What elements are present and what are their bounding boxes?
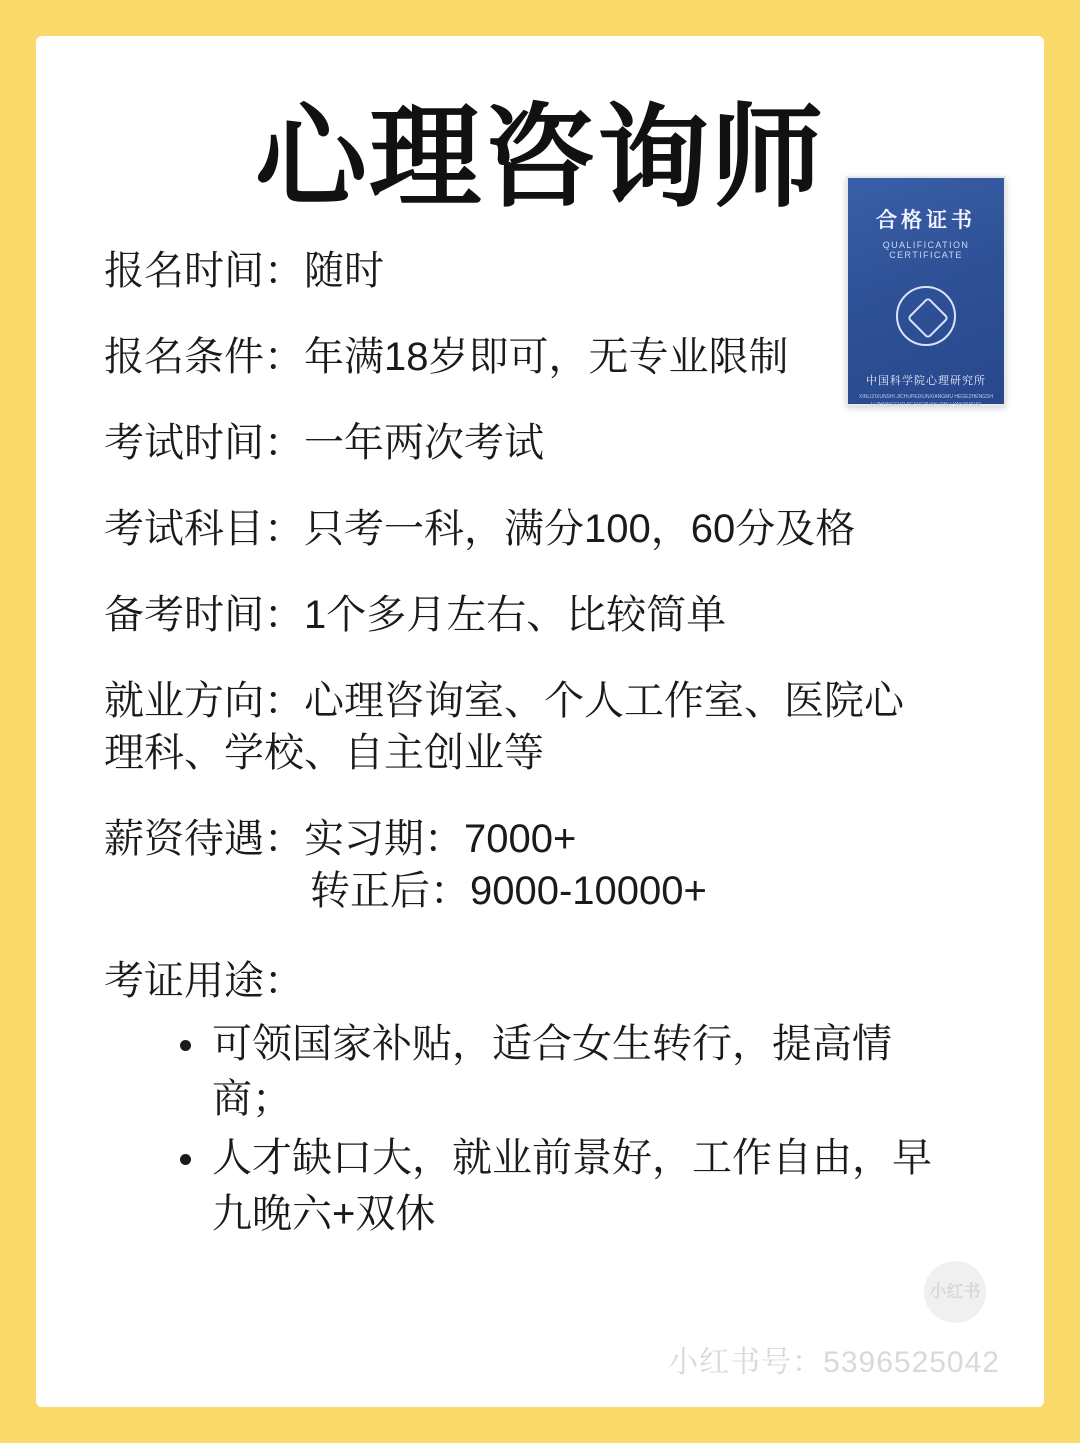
certificate-title: 合格证书 — [876, 209, 976, 232]
usage-list — [104, 1017, 936, 1242]
usage-heading: 考证用途： — [104, 958, 304, 1003]
page-title: 心理咨询师 — [255, 95, 825, 220]
certificate-org: 中国科学院心理研究所 — [866, 375, 986, 387]
info-value: 随时 — [304, 248, 384, 293]
info-label: 考试科目： — [104, 506, 304, 551]
certificate-image — [846, 176, 1006, 406]
salary-fulltime: 转正后：9000-10000+ — [310, 868, 707, 913]
info-row-signup-condition — [104, 331, 936, 383]
salary-intern: 实习期：7000+ — [304, 816, 577, 861]
info-label: 报名条件： — [104, 334, 304, 379]
certificate-fine-print: XINLIZIXUNSHI JICHUPEIXUNXIANGMU HEGEZHENGSHU ZHONGGUO KEXUEYUAN XINLI YANJIUSUO — [859, 394, 993, 408]
salary-line-1 — [104, 813, 936, 865]
salary-line-2 — [104, 865, 936, 917]
info-label: 备考时间： — [104, 592, 304, 637]
info-value: 年满18岁即可，无专业限制 — [304, 334, 789, 379]
info-value: 心理咨询室、个人工作室、医院心理科、学校、自主创业等 — [104, 678, 904, 775]
info-row-exam-time — [104, 417, 936, 469]
info-value: 只考一科，满分100，60分及格 — [304, 506, 856, 551]
info-label: 薪资待遇： — [104, 816, 304, 861]
list-item: 可领国家补贴，适合女生转行，提高情商； — [178, 1017, 936, 1127]
info-label: 报名时间： — [104, 248, 304, 293]
watermark-user-id: 小红书号：5396525042 — [668, 1346, 1000, 1379]
certificate-seal-icon — [896, 286, 956, 346]
info-value: 1个多月左右、比较简单 — [304, 592, 727, 637]
xiaohongshu-logo-icon: 小红书 — [924, 1261, 986, 1323]
info-row-signup-time — [104, 245, 936, 297]
info-label: 就业方向： — [104, 678, 304, 723]
info-row-prep-time — [104, 589, 936, 641]
poster-card — [36, 36, 1044, 1407]
info-value: 一年两次考试 — [304, 420, 544, 465]
poster-content — [36, 219, 936, 1242]
certificate-subtitle: QUALIFICATION CERTIFICATE — [882, 240, 970, 260]
info-row-career-direction — [104, 675, 936, 779]
list-item: 人才缺口大，就业前景好，工作自由，早九晚六+双休 — [178, 1131, 936, 1241]
info-row-exam-subject — [104, 503, 936, 555]
info-row-salary — [104, 813, 936, 917]
info-label: 考试时间： — [104, 420, 304, 465]
